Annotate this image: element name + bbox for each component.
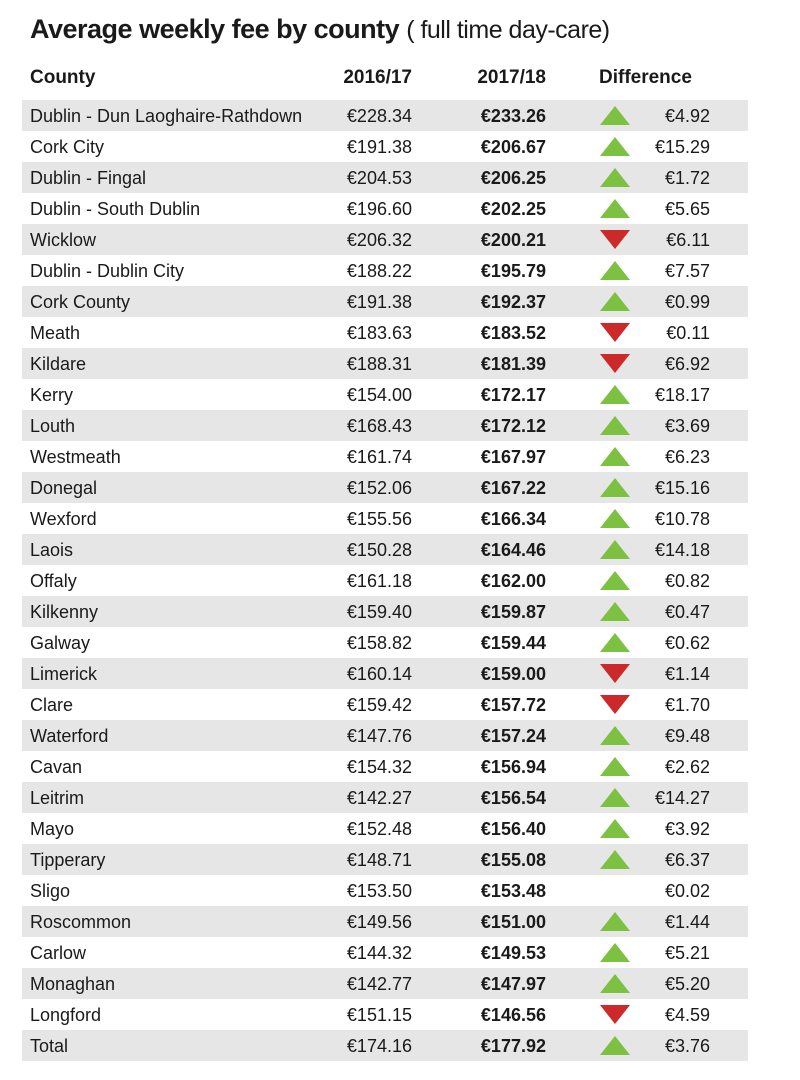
triangle-up-icon bbox=[600, 261, 630, 280]
difference-cell: €6.11 bbox=[666, 230, 710, 250]
fee-2017-18-cell: €167.22 bbox=[480, 478, 546, 498]
fee-2017-18-cell: €167.97 bbox=[480, 447, 546, 467]
triangle-up-icon bbox=[600, 912, 630, 931]
fee-2016-17-cell: €168.43 bbox=[346, 416, 412, 436]
fee-2016-17-cell: €150.28 bbox=[346, 540, 412, 560]
fee-2017-18-cell: €206.25 bbox=[480, 168, 546, 188]
fee-2016-17-cell: €188.31 bbox=[346, 354, 412, 374]
triangle-up-icon bbox=[600, 819, 630, 838]
fee-2016-17-cell: €183.63 bbox=[346, 323, 412, 343]
table-row bbox=[22, 813, 748, 844]
fee-2017-18-cell: €147.97 bbox=[480, 974, 546, 994]
fee-2016-17-cell: €155.56 bbox=[346, 509, 412, 529]
triangle-down-icon bbox=[600, 354, 630, 373]
fee-2017-18-cell: €233.26 bbox=[480, 106, 546, 126]
triangle-up-icon bbox=[600, 137, 630, 156]
triangle-up-icon bbox=[600, 726, 630, 745]
triangle-up-icon bbox=[600, 633, 630, 652]
table-row bbox=[22, 410, 748, 441]
county-cell: Mayo bbox=[30, 819, 75, 839]
table-row bbox=[22, 503, 748, 534]
county-cell: Wexford bbox=[30, 509, 97, 529]
fee-2017-18-cell: €155.08 bbox=[480, 850, 546, 870]
fee-2016-17-cell: €160.14 bbox=[346, 664, 412, 684]
fee-2016-17-cell: €159.42 bbox=[346, 695, 412, 715]
table-body bbox=[22, 100, 748, 1061]
table-row bbox=[22, 1030, 748, 1061]
fee-2017-18-cell: €200.21 bbox=[480, 230, 546, 250]
table-row bbox=[22, 627, 748, 658]
county-cell: Longford bbox=[30, 1005, 102, 1025]
difference-cell: €10.78 bbox=[654, 509, 710, 529]
fee-2016-17-cell: €149.56 bbox=[346, 912, 412, 932]
table-row bbox=[22, 100, 748, 131]
county-cell: Monaghan bbox=[30, 974, 116, 994]
fee-2017-18-cell: €192.37 bbox=[480, 292, 546, 312]
header-county: County bbox=[30, 67, 96, 88]
table-row bbox=[22, 596, 748, 627]
title-main: Average weekly fee by county bbox=[30, 14, 400, 44]
table-row bbox=[22, 658, 748, 689]
county-cell: Cork City bbox=[30, 137, 105, 157]
fee-2016-17-cell: €142.27 bbox=[346, 788, 412, 808]
fee-2017-18-cell: €159.00 bbox=[480, 664, 546, 684]
chart-title bbox=[30, 14, 610, 45]
county-cell: Waterford bbox=[30, 726, 109, 746]
header-difference: Difference bbox=[599, 67, 692, 88]
difference-cell: €0.99 bbox=[664, 292, 710, 312]
table-row bbox=[22, 224, 748, 255]
triangle-up-icon bbox=[600, 106, 630, 125]
difference-cell: €5.20 bbox=[664, 974, 710, 994]
triangle-down-icon bbox=[600, 664, 630, 683]
fee-2016-17-cell: €154.32 bbox=[346, 757, 412, 777]
triangle-up-icon bbox=[600, 571, 630, 590]
triangle-down-icon bbox=[600, 323, 630, 342]
triangle-down-icon bbox=[600, 1005, 630, 1024]
difference-cell: €1.72 bbox=[664, 168, 710, 188]
county-cell: Carlow bbox=[30, 943, 87, 963]
fee-2016-17-cell: €191.38 bbox=[346, 292, 412, 312]
triangle-up-icon bbox=[600, 168, 630, 187]
table-row bbox=[22, 968, 748, 999]
difference-cell: €15.29 bbox=[654, 137, 710, 157]
fee-2017-18-cell: €206.67 bbox=[480, 137, 546, 157]
fee-2016-17-cell: €228.34 bbox=[346, 106, 412, 126]
table-row bbox=[22, 720, 748, 751]
difference-cell: €5.21 bbox=[664, 943, 710, 963]
difference-cell: €1.70 bbox=[664, 695, 710, 715]
table-row bbox=[22, 286, 748, 317]
table-row bbox=[22, 379, 748, 410]
county-cell: Cork County bbox=[30, 292, 131, 312]
county-cell: Sligo bbox=[30, 881, 71, 901]
difference-cell: €6.37 bbox=[664, 850, 710, 870]
fee-2017-18-cell: €156.54 bbox=[480, 788, 546, 808]
difference-cell: €9.48 bbox=[664, 726, 710, 746]
fee-2017-18-cell: €146.56 bbox=[480, 1005, 546, 1025]
triangle-up-icon bbox=[600, 788, 630, 807]
fee-2017-18-cell: €162.00 bbox=[480, 571, 546, 591]
county-cell: Kildare bbox=[30, 354, 87, 374]
table-row bbox=[22, 999, 748, 1030]
fee-2017-18-cell: €159.44 bbox=[480, 633, 546, 653]
difference-cell: €5.65 bbox=[664, 199, 710, 219]
county-cell: Dublin - Fingal bbox=[30, 168, 147, 188]
fee-2016-17-cell: €142.77 bbox=[346, 974, 412, 994]
title-sub: ( full time day-care) bbox=[406, 16, 610, 44]
difference-cell: €6.23 bbox=[664, 447, 710, 467]
fee-2017-18-cell: €156.94 bbox=[480, 757, 546, 777]
table-row bbox=[22, 441, 748, 472]
fee-2016-17-cell: €158.82 bbox=[346, 633, 412, 653]
difference-cell: €0.47 bbox=[664, 602, 710, 622]
table-row bbox=[22, 472, 748, 503]
county-cell: Kerry bbox=[30, 385, 74, 405]
fee-2016-17-cell: €159.40 bbox=[346, 602, 412, 622]
table-row bbox=[22, 193, 748, 224]
table-row bbox=[22, 875, 748, 906]
table-row bbox=[22, 317, 748, 348]
triangle-down-icon bbox=[600, 695, 630, 714]
county-cell: Laois bbox=[30, 540, 74, 560]
difference-cell: €0.62 bbox=[664, 633, 710, 653]
triangle-up-icon bbox=[600, 292, 630, 311]
triangle-up-icon bbox=[600, 943, 630, 962]
table-row bbox=[22, 937, 748, 968]
county-cell: Dublin - Dublin City bbox=[30, 261, 185, 281]
fee-2016-17-cell: €161.74 bbox=[346, 447, 412, 467]
difference-cell: €3.76 bbox=[664, 1036, 710, 1056]
fee-2016-17-cell: €206.32 bbox=[346, 230, 412, 250]
table-row bbox=[22, 348, 748, 379]
fee-2017-18-cell: €195.79 bbox=[480, 261, 546, 281]
table-row bbox=[22, 565, 748, 596]
triangle-up-icon bbox=[600, 199, 630, 218]
fee-2016-17-cell: €152.48 bbox=[346, 819, 412, 839]
county-cell: Louth bbox=[30, 416, 76, 436]
fee-2017-18-cell: €172.17 bbox=[480, 385, 546, 405]
difference-cell: €18.17 bbox=[654, 385, 710, 405]
triangle-down-icon bbox=[600, 230, 630, 249]
header-2016-17: 2016/17 bbox=[343, 67, 412, 88]
fee-2017-18-cell: €183.52 bbox=[480, 323, 546, 343]
table-row bbox=[22, 844, 748, 875]
triangle-up-icon bbox=[600, 385, 630, 404]
triangle-up-icon bbox=[600, 757, 630, 776]
difference-cell: €2.62 bbox=[664, 757, 710, 777]
county-cell: Dublin - Dun Laoghaire-Rathdown bbox=[30, 106, 303, 126]
triangle-up-icon bbox=[600, 540, 630, 559]
county-cell: Limerick bbox=[30, 664, 98, 684]
fee-2017-18-cell: €149.53 bbox=[480, 943, 546, 963]
difference-cell: €0.11 bbox=[666, 323, 710, 343]
difference-cell: €6.92 bbox=[664, 354, 710, 374]
difference-cell: €1.14 bbox=[664, 664, 710, 684]
county-cell: Dublin - South Dublin bbox=[30, 199, 201, 219]
difference-cell: €15.16 bbox=[654, 478, 710, 498]
fee-2016-17-cell: €144.32 bbox=[346, 943, 412, 963]
header-2017-18: 2017/18 bbox=[477, 67, 546, 88]
triangle-up-icon bbox=[600, 509, 630, 528]
difference-cell: €4.59 bbox=[664, 1005, 710, 1025]
table-row bbox=[22, 255, 748, 286]
county-cell: Tipperary bbox=[30, 850, 106, 870]
fee-2017-18-cell: €172.12 bbox=[480, 416, 546, 436]
table-row bbox=[22, 534, 748, 565]
fee-2017-18-cell: €157.72 bbox=[480, 695, 546, 715]
table-row bbox=[22, 751, 748, 782]
county-cell: Roscommon bbox=[30, 912, 132, 932]
table-row bbox=[22, 131, 748, 162]
county-cell: Clare bbox=[30, 695, 74, 715]
fee-2016-17-cell: €147.76 bbox=[346, 726, 412, 746]
triangle-up-icon bbox=[600, 850, 630, 869]
difference-cell: €0.02 bbox=[664, 881, 710, 901]
fee-2017-18-cell: €166.34 bbox=[480, 509, 546, 529]
fee-2016-17-cell: €151.15 bbox=[346, 1005, 412, 1025]
difference-cell: €3.92 bbox=[664, 819, 710, 839]
triangle-up-icon bbox=[600, 602, 630, 621]
difference-cell: €14.27 bbox=[654, 788, 710, 808]
fee-2016-17-cell: €204.53 bbox=[346, 168, 412, 188]
table-row bbox=[22, 906, 748, 937]
fee-2017-18-cell: €151.00 bbox=[480, 912, 546, 932]
fee-2017-18-cell: €164.46 bbox=[480, 540, 546, 560]
county-cell: Offaly bbox=[30, 571, 77, 591]
fee-2017-18-cell: €177.92 bbox=[480, 1036, 546, 1056]
fee-2017-18-cell: €181.39 bbox=[480, 354, 546, 374]
table-row bbox=[22, 782, 748, 813]
table-header bbox=[22, 62, 748, 94]
difference-cell: €3.69 bbox=[664, 416, 710, 436]
fee-2016-17-cell: €161.18 bbox=[346, 571, 412, 591]
county-cell: Leitrim bbox=[30, 788, 85, 808]
difference-cell: €1.44 bbox=[664, 912, 710, 932]
county-cell: Meath bbox=[30, 323, 81, 343]
table-row bbox=[22, 689, 748, 720]
fee-2017-18-cell: €202.25 bbox=[480, 199, 546, 219]
difference-cell: €7.57 bbox=[664, 261, 710, 281]
triangle-up-icon bbox=[600, 447, 630, 466]
difference-cell: €14.18 bbox=[654, 540, 710, 560]
fee-2017-18-cell: €153.48 bbox=[480, 881, 546, 901]
county-cell: Cavan bbox=[30, 757, 83, 777]
county-cell: Donegal bbox=[30, 478, 98, 498]
difference-cell: €4.92 bbox=[664, 106, 710, 126]
triangle-up-icon bbox=[600, 416, 630, 435]
table-row bbox=[22, 162, 748, 193]
fee-2017-18-cell: €159.87 bbox=[480, 602, 546, 622]
county-cell: Galway bbox=[30, 633, 91, 653]
fee-2016-17-cell: €191.38 bbox=[346, 137, 412, 157]
county-cell: Kilkenny bbox=[30, 602, 99, 622]
county-cell: Wicklow bbox=[30, 230, 96, 250]
triangle-up-icon bbox=[600, 478, 630, 497]
fee-2016-17-cell: €196.60 bbox=[346, 199, 412, 219]
fee-2016-17-cell: €152.06 bbox=[346, 478, 412, 498]
fee-2016-17-cell: €153.50 bbox=[346, 881, 412, 901]
fee-2017-18-cell: €157.24 bbox=[480, 726, 546, 746]
fee-2016-17-cell: €188.22 bbox=[346, 261, 412, 281]
county-cell: Westmeath bbox=[30, 447, 121, 467]
fee-2017-18-cell: €156.40 bbox=[480, 819, 546, 839]
difference-cell: €0.82 bbox=[664, 571, 710, 591]
triangle-up-icon bbox=[600, 974, 630, 993]
fee-2016-17-cell: €148.71 bbox=[346, 850, 412, 870]
fee-2016-17-cell: €154.00 bbox=[346, 385, 412, 405]
fee-2016-17-cell: €174.16 bbox=[346, 1036, 412, 1056]
county-cell: Total bbox=[30, 1036, 69, 1056]
triangle-up-icon bbox=[600, 1036, 630, 1055]
